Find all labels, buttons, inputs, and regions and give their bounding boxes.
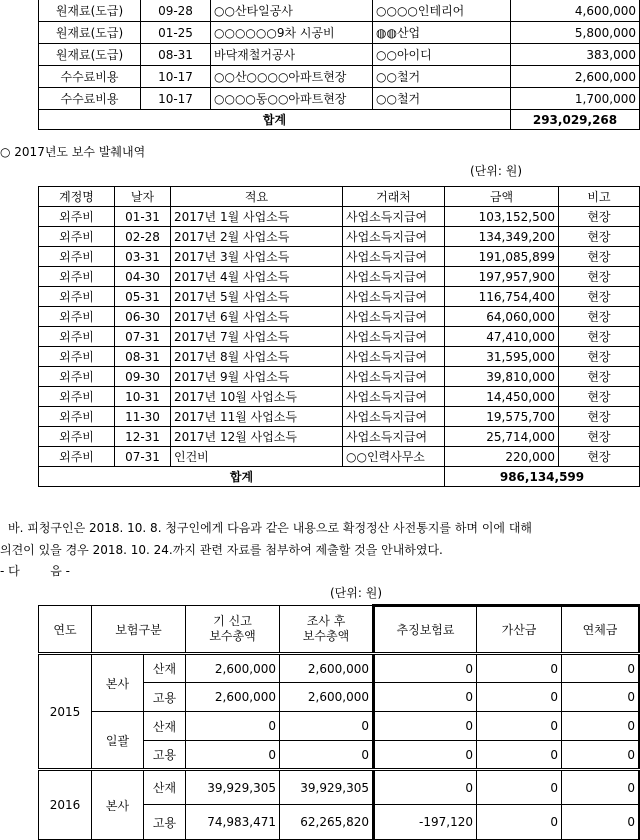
vendor-cell: ○○인력사무소 [343, 447, 445, 467]
penalty-cell: 0 [477, 770, 562, 805]
date-cell: 07-31 [115, 327, 171, 347]
column-header: 거래처 [343, 187, 445, 207]
vendor-cell: ◍◍산업 [373, 22, 511, 44]
account-cell: 외주비 [39, 207, 115, 227]
table-row [39, 287, 640, 307]
penalty-cell: 0 [477, 805, 562, 840]
date-cell: 05-31 [115, 287, 171, 307]
date-cell: 10-17 [141, 66, 211, 88]
amount-cell: 19,575,700 [445, 407, 559, 427]
amount-cell: 5,800,000 [511, 22, 640, 44]
account-cell: 외주비 [39, 367, 115, 387]
account-cell: 수수료비용 [39, 88, 141, 110]
group-cell: 본사 [92, 654, 144, 712]
date-cell: 12-31 [115, 427, 171, 447]
total-label: 합계 [39, 467, 445, 487]
table-row [39, 307, 640, 327]
col-investigated: 조사 후 보수총액 [280, 606, 374, 654]
amount-cell: 220,000 [445, 447, 559, 467]
amount-cell: 1,700,000 [511, 88, 640, 110]
col-penalty: 가산금 [477, 606, 562, 654]
section2-title: ○ 2017년도 보수 발췌내역 [0, 145, 146, 159]
table-row [39, 44, 640, 66]
account-cell: 외주비 [39, 407, 115, 427]
notice-heading: - 다 음 - [0, 564, 70, 578]
account-cell: 외주비 [39, 247, 115, 267]
amount-cell: 31,595,000 [445, 347, 559, 367]
type-cell: 고용 [144, 683, 186, 712]
date-cell: 11-30 [115, 407, 171, 427]
vendor-cell: 사업소득지급여 [343, 287, 445, 307]
table-row [39, 22, 640, 44]
vendor-cell: 사업소득지급여 [343, 387, 445, 407]
investigated-cell: 62,265,820 [280, 805, 374, 840]
investigated-cell: 0 [280, 712, 374, 741]
note-cell: 현장 [559, 387, 640, 407]
vendor-cell: ○○철거 [373, 88, 511, 110]
account-cell: 외주비 [39, 267, 115, 287]
vendor-cell: 사업소득지급여 [343, 427, 445, 447]
table-row [39, 66, 640, 88]
penalty-cell: 0 [477, 712, 562, 741]
amount-cell: 383,000 [511, 44, 640, 66]
date-cell: 01-25 [141, 22, 211, 44]
penalty-cell: 0 [477, 741, 562, 770]
vendor-cell: ○○아이디 [373, 44, 511, 66]
type-cell: 산재 [144, 654, 186, 683]
amount-cell: 4,600,000 [511, 0, 640, 22]
note-cell: 현장 [559, 227, 640, 247]
desc-cell: ○○○○동○○아파트현장 [211, 88, 373, 110]
desc-cell: 2017년 12월 사업소득 [171, 427, 343, 447]
table-row [39, 427, 640, 447]
desc-cell: 인건비 [171, 447, 343, 467]
section2-unit: (단위: 원) [470, 164, 522, 178]
amount-cell: 197,957,900 [445, 267, 559, 287]
date-cell: 01-31 [115, 207, 171, 227]
table-row [39, 447, 640, 467]
overdue-cell: 0 [562, 654, 640, 683]
date-cell: 08-31 [115, 347, 171, 367]
account-cell: 외주비 [39, 227, 115, 247]
note-cell: 현장 [559, 267, 640, 287]
account-cell: 외주비 [39, 387, 115, 407]
date-cell: 07-31 [115, 447, 171, 467]
reported-cell: 74,983,471 [186, 805, 280, 840]
date-cell: 10-17 [141, 88, 211, 110]
note-cell: 현장 [559, 427, 640, 447]
col-year: 연도 [39, 606, 92, 654]
year-cell: 2016 [39, 770, 92, 840]
account-cell: 외주비 [39, 427, 115, 447]
vendor-cell: 사업소득지급여 [343, 247, 445, 267]
table-row [39, 207, 640, 227]
amount-cell: 25,714,000 [445, 427, 559, 447]
date-cell: 08-31 [141, 44, 211, 66]
amount-cell: 116,754,400 [445, 287, 559, 307]
desc-cell: 2017년 4월 사업소득 [171, 267, 343, 287]
desc-cell: 바닥재철거공사 [211, 44, 373, 66]
desc-cell: 2017년 5월 사업소득 [171, 287, 343, 307]
account-cell: 수수료비용 [39, 66, 141, 88]
date-cell: 04-30 [115, 267, 171, 287]
desc-cell: ○○산○○○○아파트현장 [211, 66, 373, 88]
investigated-cell: 2,600,000 [280, 683, 374, 712]
desc-cell: 2017년 2월 사업소득 [171, 227, 343, 247]
group-cell: 본사 [92, 770, 144, 840]
wage-extract-table [38, 186, 640, 487]
table-row [39, 770, 640, 805]
account-cell: 원재료(도급) [39, 22, 141, 44]
account-cell: 외주비 [39, 287, 115, 307]
penalty-cell: 0 [477, 683, 562, 712]
amount-cell: 39,810,000 [445, 367, 559, 387]
note-cell: 현장 [559, 307, 640, 327]
desc-cell: 2017년 10월 사업소득 [171, 387, 343, 407]
account-cell: 외주비 [39, 347, 115, 367]
additional-cell: -197,120 [374, 805, 477, 840]
note-cell: 현장 [559, 287, 640, 307]
amount-cell: 134,349,200 [445, 227, 559, 247]
note-cell: 현장 [559, 367, 640, 387]
additional-cell: 0 [374, 654, 477, 683]
overdue-cell: 0 [562, 712, 640, 741]
column-header: 계정명 [39, 187, 115, 207]
vendor-cell: 사업소득지급여 [343, 207, 445, 227]
amount-cell: 64,060,000 [445, 307, 559, 327]
amount-cell: 14,450,000 [445, 387, 559, 407]
total-label: 합계 [39, 110, 511, 130]
desc-cell: 2017년 9월 사업소득 [171, 367, 343, 387]
amount-cell: 103,152,500 [445, 207, 559, 227]
column-header: 비고 [559, 187, 640, 207]
settlement-table [38, 604, 640, 840]
account-cell: 외주비 [39, 447, 115, 467]
vendor-cell: 사업소득지급여 [343, 267, 445, 287]
notice-line-1: 바. 피청구인은 2018. 10. 8. 청구인에게 다음과 같은 내용으로 확정정산 사전통지를 하며 이에 대해 [8, 521, 533, 535]
date-cell: 06-30 [115, 307, 171, 327]
table-row [39, 227, 640, 247]
table-row [39, 247, 640, 267]
desc-cell: 2017년 7월 사업소득 [171, 327, 343, 347]
column-header: 금액 [445, 187, 559, 207]
notice-unit: (단위: 원) [330, 586, 382, 600]
vendor-cell: 사업소득지급여 [343, 407, 445, 427]
note-cell: 현장 [559, 247, 640, 267]
year-cell: 2015 [39, 654, 92, 770]
vendor-cell: 사업소득지급여 [343, 227, 445, 247]
desc-cell: 2017년 8월 사업소득 [171, 347, 343, 367]
additional-cell: 0 [374, 683, 477, 712]
vendor-cell: 사업소득지급여 [343, 367, 445, 387]
type-cell: 고용 [144, 741, 186, 770]
additional-cell: 0 [374, 712, 477, 741]
table-row [39, 0, 640, 22]
account-cell: 원재료(도급) [39, 44, 141, 66]
amount-cell: 191,085,899 [445, 247, 559, 267]
type-cell: 산재 [144, 770, 186, 805]
investigated-cell: 2,600,000 [280, 654, 374, 683]
table-row [39, 712, 640, 741]
investigated-cell: 39,929,305 [280, 770, 374, 805]
overdue-cell: 0 [562, 805, 640, 840]
table-row [39, 654, 640, 683]
vendor-cell: 사업소득지급여 [343, 347, 445, 367]
date-cell: 10-31 [115, 387, 171, 407]
table-row [39, 347, 640, 367]
overdue-cell: 0 [562, 683, 640, 712]
col-reported: 기 신고 보수총액 [186, 606, 280, 654]
total-value: 986,134,599 [445, 467, 640, 487]
account-cell: 외주비 [39, 307, 115, 327]
desc-cell: 2017년 6월 사업소득 [171, 307, 343, 327]
additional-cell: 0 [374, 770, 477, 805]
note-cell: 현장 [559, 327, 640, 347]
column-header: 적요 [171, 187, 343, 207]
desc-cell: ○○○○○○9차 시공비 [211, 22, 373, 44]
additional-cell: 0 [374, 741, 477, 770]
vendor-cell: 사업소득지급여 [343, 307, 445, 327]
date-cell: 03-31 [115, 247, 171, 267]
date-cell: 02-28 [115, 227, 171, 247]
reported-cell: 2,600,000 [186, 683, 280, 712]
desc-cell: 2017년 1월 사업소득 [171, 207, 343, 227]
date-cell: 09-30 [115, 367, 171, 387]
penalty-cell: 0 [477, 654, 562, 683]
reported-cell: 0 [186, 741, 280, 770]
col-insurance: 보험구분 [92, 606, 186, 654]
desc-cell: 2017년 3월 사업소득 [171, 247, 343, 267]
table-row [39, 88, 640, 110]
vendor-cell: ○○철거 [373, 66, 511, 88]
col-overdue: 연체금 [562, 606, 640, 654]
total-row [39, 467, 640, 487]
type-cell: 산재 [144, 712, 186, 741]
col-additional: 추징보험료 [374, 606, 477, 654]
group-cell: 일괄 [92, 712, 144, 770]
overdue-cell: 0 [562, 741, 640, 770]
desc-cell: ○○산타일공사 [211, 0, 373, 22]
table-row [39, 367, 640, 387]
reported-cell: 2,600,000 [186, 654, 280, 683]
type-cell: 고용 [144, 805, 186, 840]
table-row [39, 407, 640, 427]
total-row [39, 110, 640, 130]
note-cell: 현장 [559, 347, 640, 367]
overdue-cell: 0 [562, 770, 640, 805]
account-cell: 외주비 [39, 327, 115, 347]
table-row [39, 267, 640, 287]
reported-cell: 39,929,305 [186, 770, 280, 805]
note-cell: 현장 [559, 407, 640, 427]
investigated-cell: 0 [280, 741, 374, 770]
note-cell: 현장 [559, 207, 640, 227]
top-expense-table [38, 0, 640, 130]
amount-cell: 47,410,000 [445, 327, 559, 347]
table-row [39, 387, 640, 407]
desc-cell: 2017년 11월 사업소득 [171, 407, 343, 427]
note-cell: 현장 [559, 447, 640, 467]
reported-cell: 0 [186, 712, 280, 741]
notice-line-2: 의견이 있을 경우 2018. 10. 24.까지 관련 자료를 첨부하여 제출할 것을 안내하였다. [0, 543, 443, 557]
account-cell: 원재료(도급) [39, 0, 141, 22]
vendor-cell: ○○○○인테리어 [373, 0, 511, 22]
vendor-cell: 사업소득지급여 [343, 327, 445, 347]
column-header: 날자 [115, 187, 171, 207]
total-value: 293,029,268 [511, 110, 640, 130]
date-cell: 09-28 [141, 0, 211, 22]
table-row [39, 327, 640, 347]
amount-cell: 2,600,000 [511, 66, 640, 88]
